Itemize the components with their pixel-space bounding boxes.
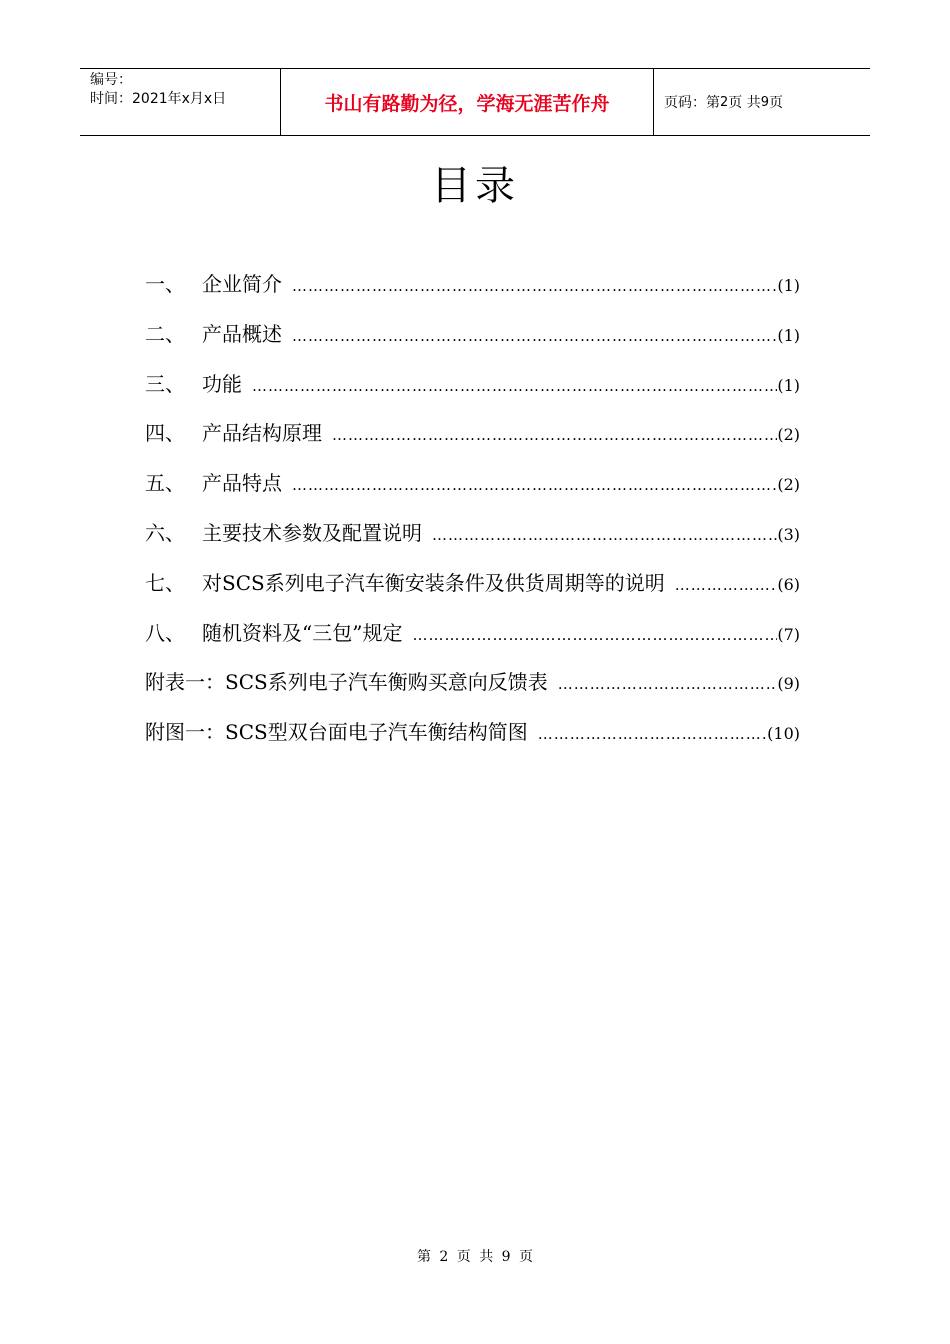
toc-leader [558, 675, 778, 693]
page-label: 页码：第 [664, 95, 720, 111]
toc-item-2[interactable] [145, 318, 800, 368]
toc-leader [332, 426, 777, 444]
page-current: 2 [720, 94, 729, 110]
toc-item-4[interactable] [145, 417, 800, 467]
page-end: 页 [769, 95, 784, 111]
toc-leader [432, 526, 777, 544]
toc-page: (1) [777, 325, 800, 345]
page-total: 9 [760, 94, 770, 110]
header-slogan: 书山有路勤为径，学海无涯苦作舟 [324, 92, 610, 115]
toc-leader [412, 626, 777, 644]
toc-number: 附图一： [145, 720, 225, 745]
toc-item-7[interactable] [145, 567, 800, 617]
toc-leader [252, 377, 777, 395]
toc-page: (2) [777, 425, 800, 445]
toc-leader [292, 327, 777, 345]
toc-title: 产品概述 [202, 321, 282, 346]
toc-number: 二、 [145, 321, 185, 346]
header-info-cell [80, 69, 281, 135]
document-time: 时间：2021年x月x日 [90, 91, 227, 107]
toc-page: (6) [777, 574, 800, 594]
page-header [80, 68, 870, 136]
toc-title: 产品结构原理 [202, 421, 322, 446]
toc-title: 对SCS系列电子汽车衡安装条件及供货周期等的说明 [202, 570, 665, 595]
toc-number: 附表一： [145, 670, 225, 695]
toc-title: 随机资料及“三包”规定 [202, 620, 403, 645]
toc-number: 八、 [145, 620, 185, 645]
toc-page: (10) [767, 724, 800, 744]
toc-number: 四、 [145, 421, 185, 446]
toc-page: (1) [777, 375, 800, 395]
toc-number: 五、 [145, 471, 185, 496]
toc-title: 产品特点 [202, 471, 282, 496]
toc-title: SCS型双台面电子汽车衡结构简图 [225, 720, 528, 745]
toc-page: (1) [777, 276, 800, 295]
toc-item-1[interactable] [145, 268, 800, 318]
toc-number: 七、 [145, 570, 185, 595]
toc-item-3[interactable] [145, 368, 800, 418]
toc-item-8[interactable] [145, 617, 800, 667]
toc-title: SCS系列电子汽车衡购买意向反馈表 [225, 670, 548, 695]
toc-item-appendix-figure[interactable] [145, 716, 800, 766]
page-mid: 页 共 [728, 95, 761, 111]
toc-title: 主要技术参数及配置说明 [202, 520, 422, 545]
toc-leader [538, 725, 767, 743]
toc-leader [292, 277, 777, 295]
page-title: 目录 [431, 163, 519, 209]
toc-page: (3) [777, 524, 800, 544]
document-number: 编号： [90, 72, 132, 88]
header-slogan-cell [281, 69, 654, 135]
toc-page: (9) [777, 674, 800, 694]
toc-page: (2) [777, 475, 800, 495]
toc-item-5[interactable] [145, 467, 800, 517]
toc-title: 功能 [202, 371, 242, 396]
toc-title: 企业简介 [202, 272, 282, 296]
toc-leader [292, 476, 777, 494]
toc-number: 三、 [145, 371, 185, 396]
toc-number: 六、 [145, 520, 185, 545]
toc-number: 一、 [145, 272, 185, 296]
toc-leader [675, 576, 778, 594]
header-page-cell [654, 69, 870, 135]
page-footer: 第 2 页 共 9 页 [416, 1249, 534, 1265]
toc-item-6[interactable] [145, 517, 800, 567]
table-of-contents [145, 268, 800, 766]
toc-item-appendix-table[interactable] [145, 666, 800, 716]
toc-page: (7) [777, 624, 800, 644]
